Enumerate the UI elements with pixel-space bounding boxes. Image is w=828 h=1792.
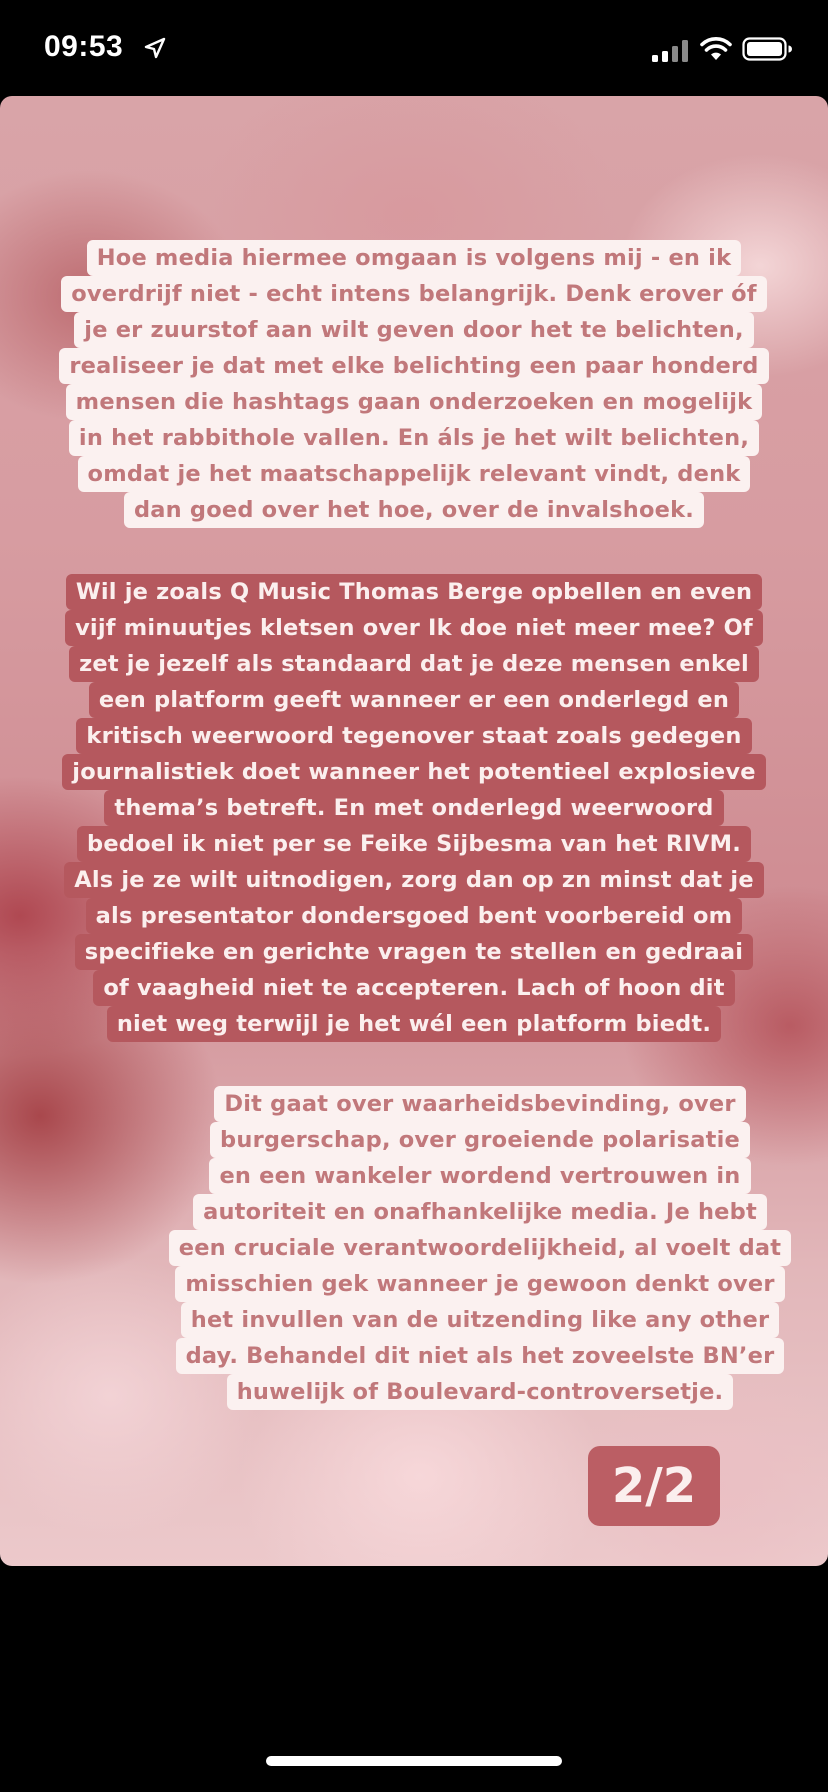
location-arrow-icon: [144, 37, 166, 59]
text-block-intro: [20, 240, 808, 528]
text-line: Hoe media hiermee omgaan is volgens mij - en ik: [87, 240, 741, 276]
text-line: autoriteit en onafhankelijke media. Je hebt: [193, 1194, 767, 1230]
story-card[interactable]: [0, 96, 828, 1566]
text-line: een cruciale verantwoordelijkheid, al voelt dat: [169, 1230, 791, 1266]
text-line: thema’s betreft. En met onderlegd weerwoord: [104, 790, 723, 826]
text-line: kritisch weerwoord tegenover staat zoals gedegen: [76, 718, 751, 754]
text-line: journalistiek doet wanneer het potentieel explosieve: [62, 754, 765, 790]
status-bar: [0, 0, 828, 100]
text-line: zet je jezelf als standaard dat je deze mensen enkel: [69, 646, 759, 682]
text-block-conclusion: [150, 1086, 810, 1410]
text-line: bedoel ik niet per se Feike Sijbesma van het RIVM.: [77, 826, 751, 862]
text-line: omdat je het maatschappelijk relevant vindt, denk: [78, 456, 751, 492]
text-line: Als je ze wilt uitnodigen, zorg dan op zn minst dat je: [64, 862, 764, 898]
page-indicator-badge: 2/2: [588, 1446, 720, 1526]
text-line: mensen die hashtags gaan onderzoeken en mogelijk: [66, 384, 763, 420]
text-line: en een wankeler wordend vertrouwen in: [209, 1158, 750, 1194]
text-line: in het rabbithole vallen. En áls je het wilt belichten,: [69, 420, 759, 456]
text-line: dan goed over het hoe, over de invalshoek.: [124, 492, 704, 528]
home-indicator[interactable]: [266, 1756, 562, 1766]
status-time: 09:53: [44, 30, 124, 63]
text-line: Dit gaat over waarheidsbevinding, over: [214, 1086, 745, 1122]
text-block-middle: [20, 574, 808, 1042]
text-line: specifieke en gerichte vragen te stellen en gedraai: [75, 934, 753, 970]
text-line: het invullen van de uitzending like any other: [181, 1302, 780, 1338]
text-line: als presentator dondersgoed bent voorbereid om: [86, 898, 743, 934]
text-line: overdrijf niet - echt intens belangrijk. Denk erover óf: [61, 276, 767, 312]
text-line: een platform geeft wanneer er een onderlegd en: [89, 682, 739, 718]
text-line: day. Behandel dit niet als het zoveelste BN’er: [176, 1338, 785, 1374]
text-line: burgerschap, over groeiende polarisatie: [210, 1122, 750, 1158]
cellular-signal-icon: [652, 40, 690, 62]
text-line: realiseer je dat met elke belichting een paar honderd: [59, 348, 768, 384]
text-line: vijf minuutjes kletsen over Ik doe niet meer mee? Of: [65, 610, 763, 646]
text-line: je er zuurstof aan wilt geven door het te belichten,: [74, 312, 753, 348]
text-line: misschien gek wanneer je gewoon denkt over: [175, 1266, 784, 1302]
text-line: of vaagheid niet te accepteren. Lach of hoon dit: [93, 970, 734, 1006]
text-line: huwelijk of Boulevard-controversetje.: [227, 1374, 734, 1410]
wifi-icon: [700, 36, 732, 62]
text-line: Wil je zoals Q Music Thomas Berge opbellen en even: [66, 574, 762, 610]
battery-icon: [742, 37, 792, 61]
text-line: niet weg terwijl je het wél een platform biedt.: [107, 1006, 721, 1042]
